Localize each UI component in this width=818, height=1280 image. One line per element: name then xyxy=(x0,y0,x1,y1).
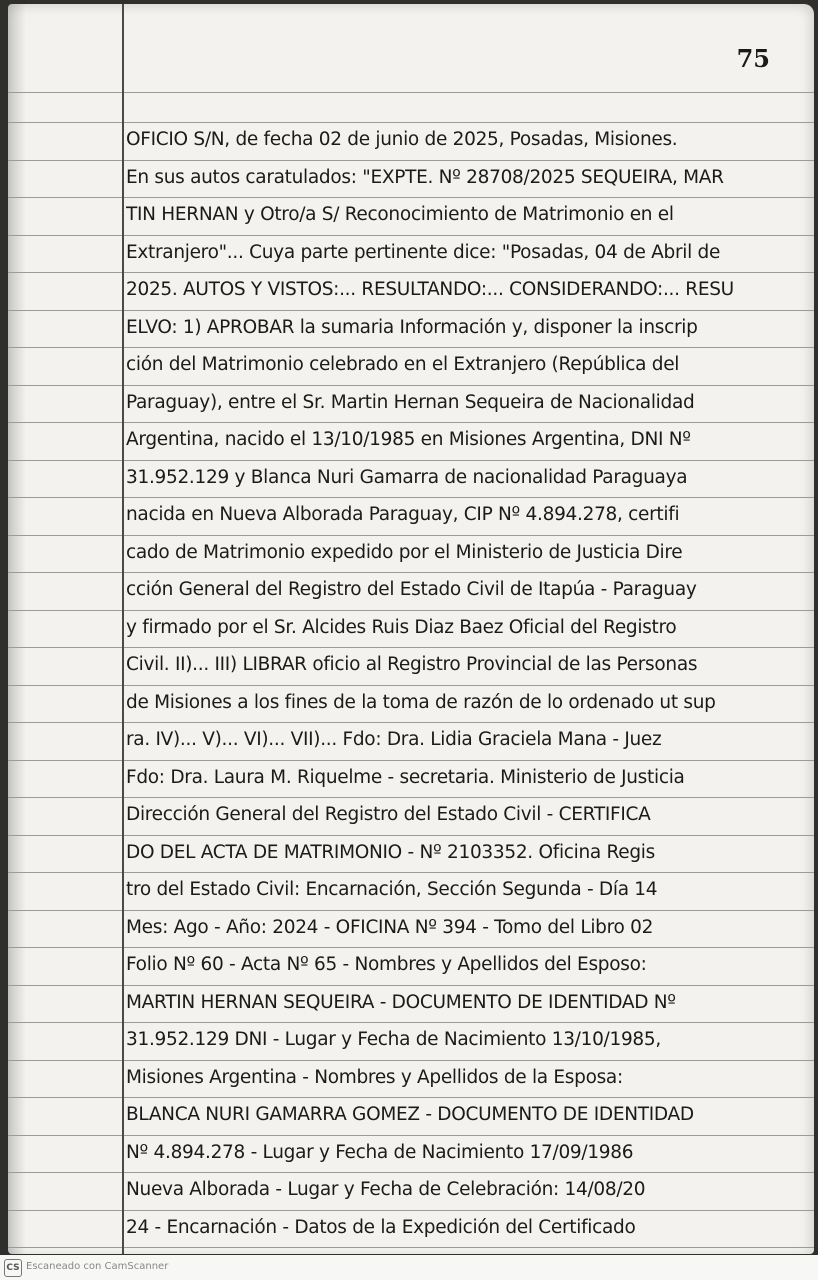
ruled-line xyxy=(8,872,814,873)
text-line: nacida en Nueva Alborada Paraguay, CIP Nº 4.894.278, certifi xyxy=(126,504,680,525)
text-line: ción del Matrimonio celebrado en el Extranjero (República del xyxy=(126,354,680,375)
text-line: Fdo: Dra. Laura M. Riquelme - secretaria. Ministerio de Justicia xyxy=(126,766,685,788)
ruled-line xyxy=(8,422,814,423)
text-line: Folio Nº 60 - Acta Nº 65 - Nombres y Apellidos del Esposo: xyxy=(126,954,647,975)
ruled-line xyxy=(8,122,814,123)
ruled-line xyxy=(8,460,814,461)
ruled-line xyxy=(8,160,814,161)
ruled-line xyxy=(8,1022,814,1023)
text-line: ra. IV)... V)... VI)... VII)... Fdo: Dra. Lidia Graciela Mana - Juez xyxy=(126,729,662,750)
text-line: Extranjero"... Cuya parte pertinente dice: "Posadas, 04 de Abril de xyxy=(126,241,721,263)
ruled-line xyxy=(8,1247,814,1248)
text-line: TIN HERNAN y Otro/a S/ Reconocimiento de Matrimonio en el xyxy=(126,204,674,225)
text-line: MARTIN HERNAN SEQUEIRA - DOCUMENTO DE IDENTIDAD Nº xyxy=(126,991,676,1013)
text-line: cción General del Registro del Estado Civil de Itapúa - Paraguay xyxy=(126,579,697,600)
text-line: de Misiones a los fines de la toma de razón de lo ordenado ut sup xyxy=(126,691,716,713)
ruled-line xyxy=(8,272,814,273)
text-line: cado de Matrimonio expedido por el Ministerio de Justicia Dire xyxy=(126,541,683,563)
text-line: Argentina, nacido el 13/10/1985 en Misiones Argentina, DNI Nº xyxy=(126,429,691,450)
text-line: OFICIO S/N, de fecha 02 de junio de 2025, Posadas, Misiones. xyxy=(126,129,678,150)
text-line: 31.952.129 y Blanca Nuri Gamarra de nacionalidad Paraguaya xyxy=(126,466,688,488)
ruled-line xyxy=(8,985,814,986)
text-line: Civil. II)... III) LIBRAR oficio al Registro Provincial de las Personas xyxy=(126,654,698,675)
ruled-line xyxy=(8,797,814,798)
ruled-line xyxy=(8,610,814,611)
ruled-line xyxy=(8,535,814,536)
scanner-footer xyxy=(0,1255,818,1280)
text-line: tro del Estado Civil: Encarnación, Sección Segunda - Día 14 xyxy=(126,879,658,900)
page-number: 75 xyxy=(736,44,770,73)
notebook-page xyxy=(8,4,814,1254)
ruled-line xyxy=(8,647,814,648)
text-line: Dirección General del Registro del Estado Civil - CERTIFICA xyxy=(126,804,651,825)
notebook-spine-shadow xyxy=(8,4,26,1254)
text-line: BLANCA NURI GAMARRA GOMEZ - DOCUMENTO DE IDENTIDAD xyxy=(126,1104,694,1125)
ruled-line xyxy=(8,685,814,686)
text-line: Mes: Ago - Año: 2024 - OFICINA Nº 394 - Tomo del Libro 02 xyxy=(126,916,654,938)
ruled-line xyxy=(8,197,814,198)
ruled-line xyxy=(8,497,814,498)
text-line: Nº 4.894.278 - Lugar y Fecha de Nacimiento 17/09/1986 xyxy=(126,1141,634,1163)
ruled-line xyxy=(8,385,814,386)
ruled-line xyxy=(8,910,814,911)
scanner-label: Escaneado con CamScanner xyxy=(26,1261,169,1272)
ruled-line xyxy=(8,347,814,348)
ruled-line xyxy=(8,572,814,573)
text-line: DO DEL ACTA DE MATRIMONIO - Nº 2103352. Oficina Regis xyxy=(126,841,655,863)
camscanner-logo-icon: CS xyxy=(4,1259,22,1277)
ruled-line xyxy=(8,1172,814,1173)
text-line: Paraguay), entre el Sr. Martin Hernan Sequeira de Nacionalidad xyxy=(126,391,695,413)
text-line: 24 - Encarnación - Datos de la Expedición del Certificado xyxy=(126,1216,636,1238)
margin-line xyxy=(122,4,124,1254)
ruled-line xyxy=(8,1210,814,1211)
ruled-line xyxy=(8,760,814,761)
ruled-line xyxy=(8,235,814,236)
text-line: y firmado por el Sr. Alcides Ruis Diaz Baez Oficial del Registro xyxy=(126,616,677,638)
ruled-line xyxy=(8,310,814,311)
text-line: 31.952.129 DNI - Lugar y Fecha de Nacimiento 13/10/1985, xyxy=(126,1029,661,1050)
ruled-line xyxy=(8,835,814,836)
ruled-line xyxy=(8,92,814,93)
ruled-line xyxy=(8,1060,814,1061)
ruled-line xyxy=(8,722,814,723)
ruled-line xyxy=(8,1135,814,1136)
text-line: ELVO: 1) APROBAR la sumaria Información y, disponer la inscrip xyxy=(126,316,698,338)
text-line: Nueva Alborada - Lugar y Fecha de Celebración: 14/08/20 xyxy=(126,1179,646,1200)
ruled-line xyxy=(8,1097,814,1098)
text-line: Misiones Argentina - Nombres y Apellidos de la Esposa: xyxy=(126,1066,623,1088)
text-line: 2025. AUTOS Y VISTOS:... RESULTANDO:... CONSIDERANDO:... RESU xyxy=(126,279,734,300)
ruled-line xyxy=(8,947,814,948)
text-line: En sus autos caratulados: "EXPTE. Nº 28708/2025 SEQUEIRA, MAR xyxy=(126,166,724,188)
